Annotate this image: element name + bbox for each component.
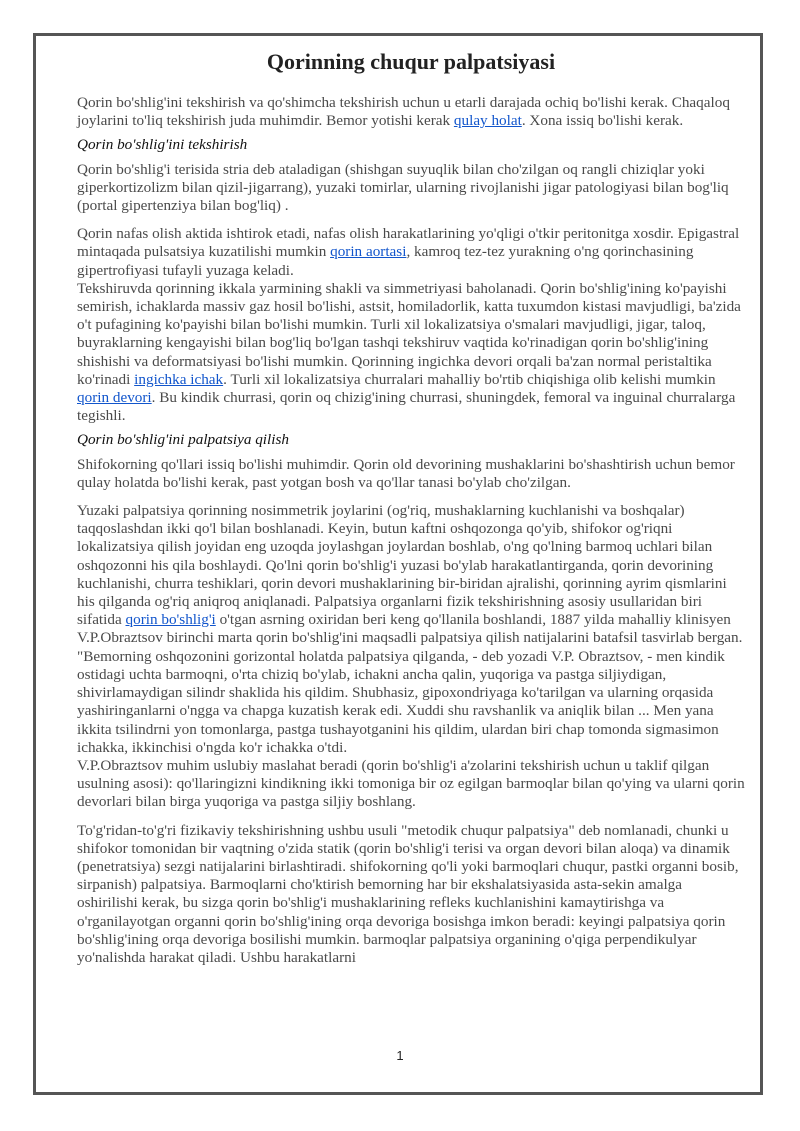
link-qorin-boshligi[interactable]: qorin bo'shlig'i: [125, 611, 216, 629]
paragraph-shakl: [77, 280, 745, 426]
paragraph-qollar: Shifokorning qo'llari issiq bo'lishi muhimdir. Qorin old devorining mushaklarini bo'shashtirish uchun bemor qulay holatda bo'lishi kerak, past yotgan bosh va qo'llar tanasi bo'ylab cho'zilgan.: [77, 455, 735, 491]
link-qorin-devori[interactable]: qorin devori: [77, 389, 152, 407]
document-title: Qorinning chuqur palpatsiyasi: [266, 49, 556, 74]
paragraph-stria: Qorin bo'shlig'i terisida stria deb ataladigan (shishgan suyuqlik bilan cho'zilgan oq rangli chiziqlar yoki giperkortizolizm bilan qizil-jigarrang), yuzaki tomirlar, ularning rivojlanishi jigar patologiyasi bilan bog'liq (portal gipertenziya bilan bog'liq) .: [77, 160, 729, 215]
section-heading-tekshirish: Qorin bo'shlig'ini tekshirish: [77, 136, 248, 154]
link-qulay-holat[interactable]: qulay holat: [453, 112, 522, 130]
link-qorin-aortasi[interactable]: qorin aortasi: [330, 243, 407, 261]
text-span: . Turli xil lokalizatsiya churralari mahalliy bo'rtib chiqishiga olib kelishi mumkin: [223, 370, 716, 388]
text-span: Qorin nafas olish aktida ishtirok etadi, nafas olish harakatlarining yo'qligi o'tkir peritonitga xosdir. Epigastral mintaqada pulsatsiya kuzatilishi mumkin: [77, 225, 740, 261]
document-body: [77, 48, 745, 967]
paragraph-nafas: [77, 225, 745, 280]
text-span: Yuzaki palpatsiya qorinning nosimmetrik joylarini (og'riq, mushaklarning kuchlanishi va boshqalar) taqqoslashdan ikki qo'l bilan boshlanadi. Keyin, butun kaftni oshqozonga qo'yib, shifokor og'riqni lokalizatsiya qilish joyidan eng uzoqda joylashgan joylardan boshlab, o'ng qo'lning barmoq uchlari bilan oshqozonni his qila boshlaydi. Qo'lni qorin bo'shlig'i yuzasi bo'ylab harakatlantirganda, qorin devorining kuchlanishi, churra teshiklari, qorin devori mushaklarining bir-biridan ajralishi, qorinning ayrim qismlarini his qilganda og'riq aniqroq aniqlanadi. Palpatsiya organlarni fizik tekshirishning asosiy usullaridan biri sifatida: [77, 502, 727, 629]
paragraph-intro: [77, 94, 745, 130]
page-number: 1: [396, 1048, 404, 1063]
text-span: Qorin bo'shlig'ini tekshirish va qo'shimcha tekshirish uchun u etarli darajada ochiq bo'lishi kerak. Chaqaloq joylarini to'liq tekshirish juda muhimdir. Bemor yotishi kerak: [77, 94, 730, 130]
text-span: , kamroq tez-tez yurakning o'ng qorinchasining gipertrofiyasi tufayli yuzaga keladi.: [77, 243, 694, 279]
text-span: Tekshiruvda qorinning ikkala yarmining shakli va simmetriyasi baholanadi. Qorin bo'shlig'ining ko'payishi semirish, ichaklarda massiv gaz hosil bo'lishi, astsit, homiladorlik, katta tuxumdon kistasi mavjudligi, ba'zida o't pufagining ko'payishi bilan bo'lishi mumkin. Turli xil lokalizatsiya o'smalari mavjudligi, jigar, taloq, buyraklarning kengayishi bilan bog'liq bo'lgan tashqi tekshiruv vaqtida ko'rinadigan qorin bo'shlig'ining shishishi va deformatsiyasi bo'lishi mumkin. Qorinning ingichka devori orqali ba'zan normal peristaltika ko'rinadi: [77, 279, 741, 388]
text-span: o'tgan asrning oxiridan beri keng qo'llanila boshlandi, 1887 yilda mahalliy klinisyen V.P.Obraztsov birinchi marta qorin bo'shlig'ini maqsadli palpatsiya qilish natijalarini batafsil tasvirlab bergan. "Bemorning oshqozonini gorizontal holatda palpatsiya qilganda, - deb yozadi V.P. Obraztsov, - men kindik ostidagi uchta barmoqni, o'rta chiziq bo'ylab, ichakni ancha qalin, yuqoriga va pastga siljiydigan, shivirlamaydigan silindr shaklida his qildim. Shubhasiz, gipoxondriyaga ko'tarilgan va ularning orqasida yashiringanlarni o'ngga va chapga kuzatish kerak edi. Xuddi shu ravshanlik va aniqlik bilan ... Men yana ikkita tsilindrni yon tomonlarga, pastga tushayotganini his qildim, ulardan biri chap tomonda sigmasimon ichakka, ikkinchisi o'ngda ko'r ichakka o'tdi.: [77, 611, 743, 756]
paragraph-obraztsov: V.P.Obraztsov muhim uslubiy maslahat beradi (qorin bo'shlig'i a'zolarini tekshirish uchun u taklif qilgan usulning asosi): qo'llaringizni kindikning ikki tomoniga bir oz egilgan barmoqlar bilan qo'ying va ularni qorin devorlari bilan birga yuqoriga va pastga siljiy boshlang.: [77, 756, 745, 811]
text-span: . Bu kindik churrasi, qorin oq chizig'ining churrasi, shuningdek, femoral va inguinal churralarga tegishli.: [77, 389, 736, 425]
paragraph-metodik: To'g'ridan-to'g'ri fizikaviy tekshirishning ushbu usuli "metodik chuqur palpatsiya" deb nomlanadi, chunki u shifokor tomonidan bir vaqtning o'zida statik (qorin bo'shlig'i terisi va organ devori bilan aloqa) va dinamik (penetratsiya) sezgi natijalarini birlashtiradi. shifokorning qo'li yoki barmoqlari chuqur, pastki organni bosib, sirpanish) palpatsiya. Barmoqlarni cho'ktirish bemorning har bir ekshalatsiyasida asta-sekin amalga oshirilishi kerak, bu sizga qorin bo'shlig'i mushaklarining refleks kuchlanishini kamaytirishga va o'rganilayotgan organni qorin bo'shlig'ining orqa devoriga bosishga imkon beradi: keyingi palpatsiya qorin bo'shlig'ining orqa devoriga bosilishi mumkin. barmoqlar palpatsiya organining o'qiga perpendikulyar yo'nalishda harakat qiladi. Ushbu harakatlarni: [77, 821, 739, 966]
paragraph-yuzaki: [77, 502, 745, 757]
section-heading-palpatsiya: Qorin bo'shlig'ini palpatsiya qilish: [77, 431, 289, 449]
text-span: . Xona issiq bo'lishi kerak.: [521, 112, 684, 130]
link-ingichka-ichak[interactable]: ingichka ichak: [134, 370, 224, 388]
